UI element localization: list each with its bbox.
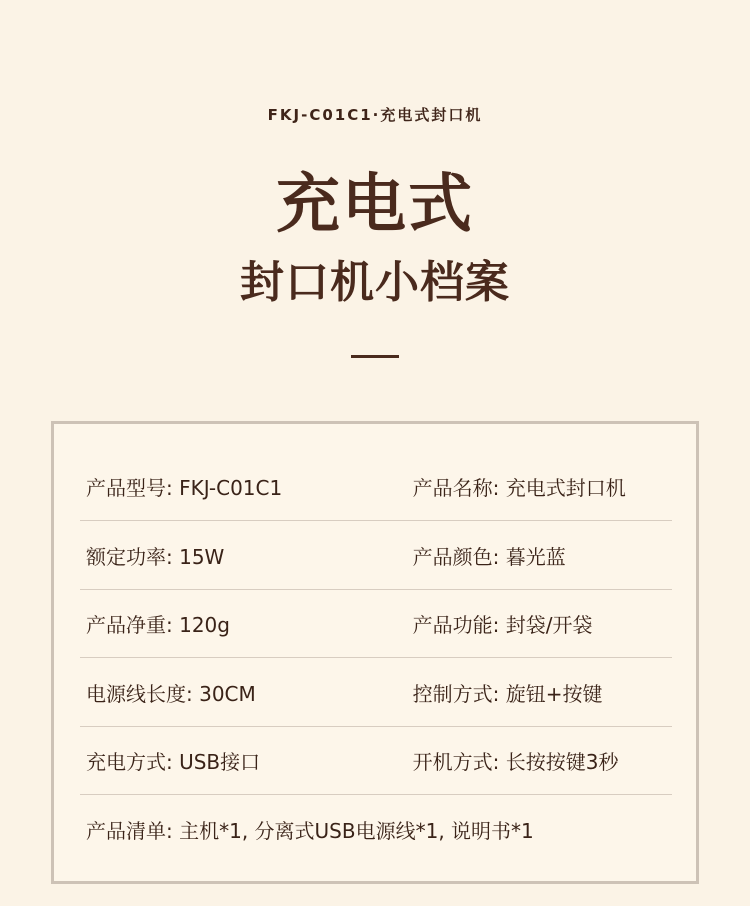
product-eyebrow: FKJ-C01C1·充电式封口机 <box>267 106 483 124</box>
spec-row <box>80 658 672 727</box>
spec-row <box>80 726 672 795</box>
spec-power-on: 开机方式: 长按按键3秒 <box>412 749 619 774</box>
page-subtitle: 封口机小档案 <box>240 257 510 308</box>
spec-model: 产品型号: FKJ-C01C1 <box>86 475 283 500</box>
spec-footer-row <box>80 795 672 863</box>
spec-row <box>80 452 672 521</box>
spec-power: 额定功率: 15W <box>86 544 225 569</box>
spec-weight: 产品净重: 120g <box>86 612 230 637</box>
page-title: 充电式 <box>276 168 474 242</box>
title-divider <box>351 355 399 358</box>
spec-row <box>80 589 672 658</box>
spec-package-list: 产品清单: 主机*1, 分离式USB电源线*1, 说明书*1 <box>86 818 534 843</box>
spec-color: 产品颜色: 暮光蓝 <box>412 544 566 569</box>
spec-control: 控制方式: 旋钮+按键 <box>412 681 603 706</box>
spec-name: 产品名称: 充电式封口机 <box>412 475 626 500</box>
spec-cable-length: 电源线长度: 30CM <box>86 681 256 706</box>
spec-function: 产品功能: 封袋/开袋 <box>412 612 593 637</box>
spec-charging: 充电方式: USB接口 <box>86 749 261 774</box>
spec-row <box>80 521 672 590</box>
spec-card <box>51 421 699 884</box>
